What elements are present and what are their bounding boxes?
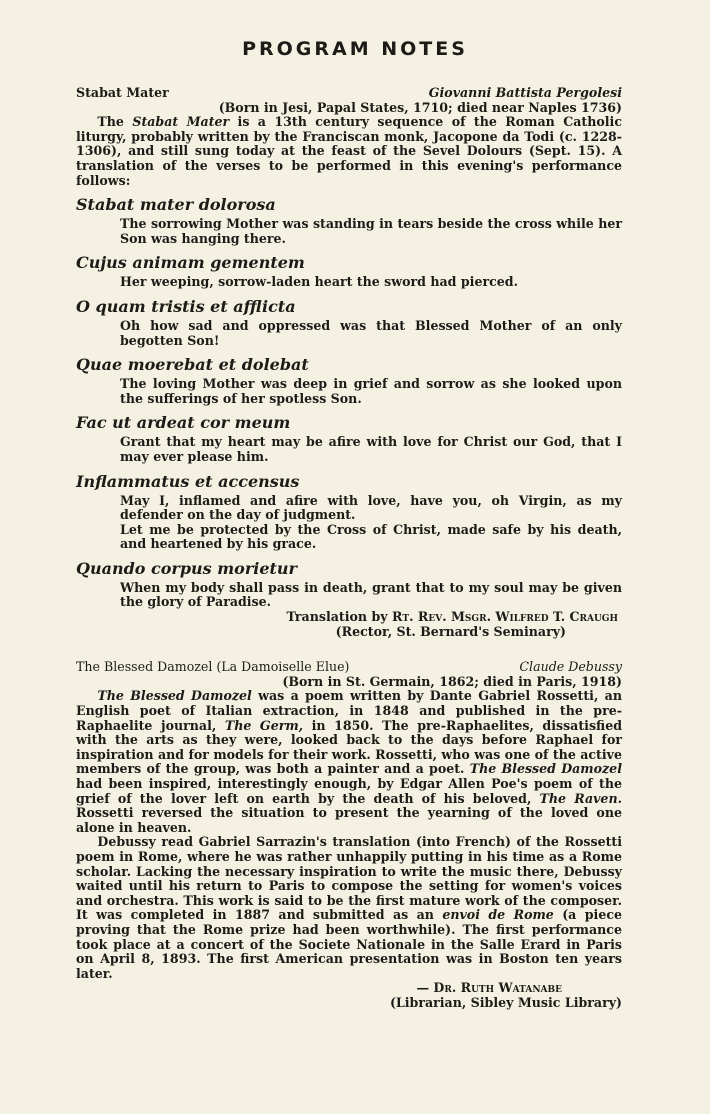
paragraph-text: (a piece proving that the Rome prize had been worthwhile). The first performance took place at a concert of the Societe Nationale in the Salle Erard in Paris on April 8, 1893. The first American presentation was in Boston ten years later. (76, 907, 623, 981)
author-name: — Dr. Ruth Watanabe (416, 980, 562, 996)
paragraph-text: was a poem written by Dante Gabriel Rossetti, an English poet of Italian extraction, in 1848 and published in the pre-Raphaelite journal, (76, 688, 622, 733)
verse-english: Her weeping, sorrow-laden heart the sword had pierced. (120, 274, 518, 290)
translator-name: Rt. Rev. Msgr. Wilfred T. Craugh (391, 609, 618, 625)
verse-latin: Inflammatus et accensus (76, 471, 300, 491)
verse-english-continued: Let me be protected by the Cross of Christ, made safe by his death, and heartened by his grace. (120, 521, 622, 552)
verse-english: The sorrowing Mother was standing in tears beside the cross while her Son was hanging there. (120, 216, 622, 246)
damozel-paragraph-1 (76, 689, 622, 835)
verse-latin: Cujus animam gementem (76, 253, 305, 273)
composer-dates: (Born in St. Germain, 1862; died in Paris, 1918) (282, 673, 622, 689)
stabat-mater-intro (76, 115, 622, 188)
damozel-paragraph-2 (76, 835, 622, 981)
author-role: (Librarian, Sibley Music Library) (389, 994, 622, 1010)
verse-latin: Quando corpus morietur (76, 558, 297, 578)
verse-english: The loving Mother was deep in grief and sorrow as she looked upon the sufferings of her spotless Son. (120, 376, 622, 406)
blessed-damozel-notes (76, 689, 622, 981)
stabat-mater-header (76, 86, 622, 101)
program-notes-body (76, 86, 622, 1011)
verse-latin: Fac ut ardeat cor meum (76, 413, 291, 433)
composer-name: Claude Debussy (519, 659, 622, 675)
paragraph-text: had been inspired, interestingly enough, by Edgar Allen Poe's poem of the grief of the lover left on earth by the death of his beloved, (76, 776, 622, 806)
work-title: The Blessed Damozel (La Damoiselle Elue) (76, 659, 350, 675)
author-signature (76, 981, 562, 996)
verse-latin: Quae moerebat et dolebat (76, 355, 309, 375)
italic-title: The Blessed Damozel (97, 688, 252, 704)
verse-latin: Stabat mater dolorosa (76, 195, 276, 215)
verse-english: May I, inflamed and afire with love, have you, oh Virgin, as my defender on the day of judgment. (120, 492, 622, 523)
italic-title: The Raven. (539, 790, 622, 806)
italic-title: The Blessed Damozel (469, 761, 622, 777)
verse-list (76, 195, 622, 610)
verse-english: Oh how sad and oppressed was that Blessed Mother of an only begotten Son! (120, 317, 622, 348)
composer-dates: (Born in Jesi, Papal States, 1710; died near Naples 1736) (218, 99, 622, 115)
verse-english: Grant that my heart may be afire with love for Christ our God, that I may ever please him. (120, 434, 622, 464)
intro-text-italic: Stabat Mater (132, 114, 230, 130)
translation-credit (76, 610, 618, 625)
section-spacer (76, 639, 622, 660)
italic-term: envoi de Rome (442, 907, 554, 923)
paragraph-text: in 1850. The pre-Raphaelites, dissatisfied with the arts as they were, looked back to the days before Raphael for inspiration and for models for their work. Rossetti, who was one of the active members of the group, was both a painter and a poet. (76, 717, 623, 777)
paragraph-text: Debussy read Gabriel Sarrazin's translation (into French) of the Rossetti poem in Rome, where he was rather unhappily putting in his time as a Rome scholar. Lacking the necessary inspiration to write the music there, Debussy waited until his return to Paris to compose the setting for women's voices and orchestra. This work is said to be the first mature work of the composer. It was completed in 1887 and submitted as an (76, 834, 622, 923)
translator-role: (Rector, St. Bernard's Seminary) (335, 623, 566, 639)
intro-text-a: The (97, 114, 133, 130)
paragraph-text: Rossetti reversed the situation to present the yearning of the loved one alone in heaven. (76, 805, 622, 835)
intro-text-b: is a 13th century sequence of the Roman Catholic liturgy, probably written by the Franciscan monk, Jacopone da Todi (c. 1228-1306), and still sung today at the feast of the Sevel Dolours (Sept. 15). A translation of the verses to be performed in this evening's performance follows: (76, 114, 622, 188)
composer-name: Giovanni Battista Pergolesi (428, 85, 622, 100)
verse-english: When my body shall pass in death, grant that to my soul may be given the glory of Paradise. (120, 579, 622, 610)
italic-title: The Germ, (224, 717, 304, 733)
page-title: PROGRAM NOTES (242, 38, 468, 60)
verse-latin: O quam tristis et afflicta (76, 296, 296, 316)
credit-prefix: Translation by (286, 609, 392, 625)
blessed-damozel-header (76, 660, 622, 675)
work-title: Stabat Mater (76, 85, 169, 100)
